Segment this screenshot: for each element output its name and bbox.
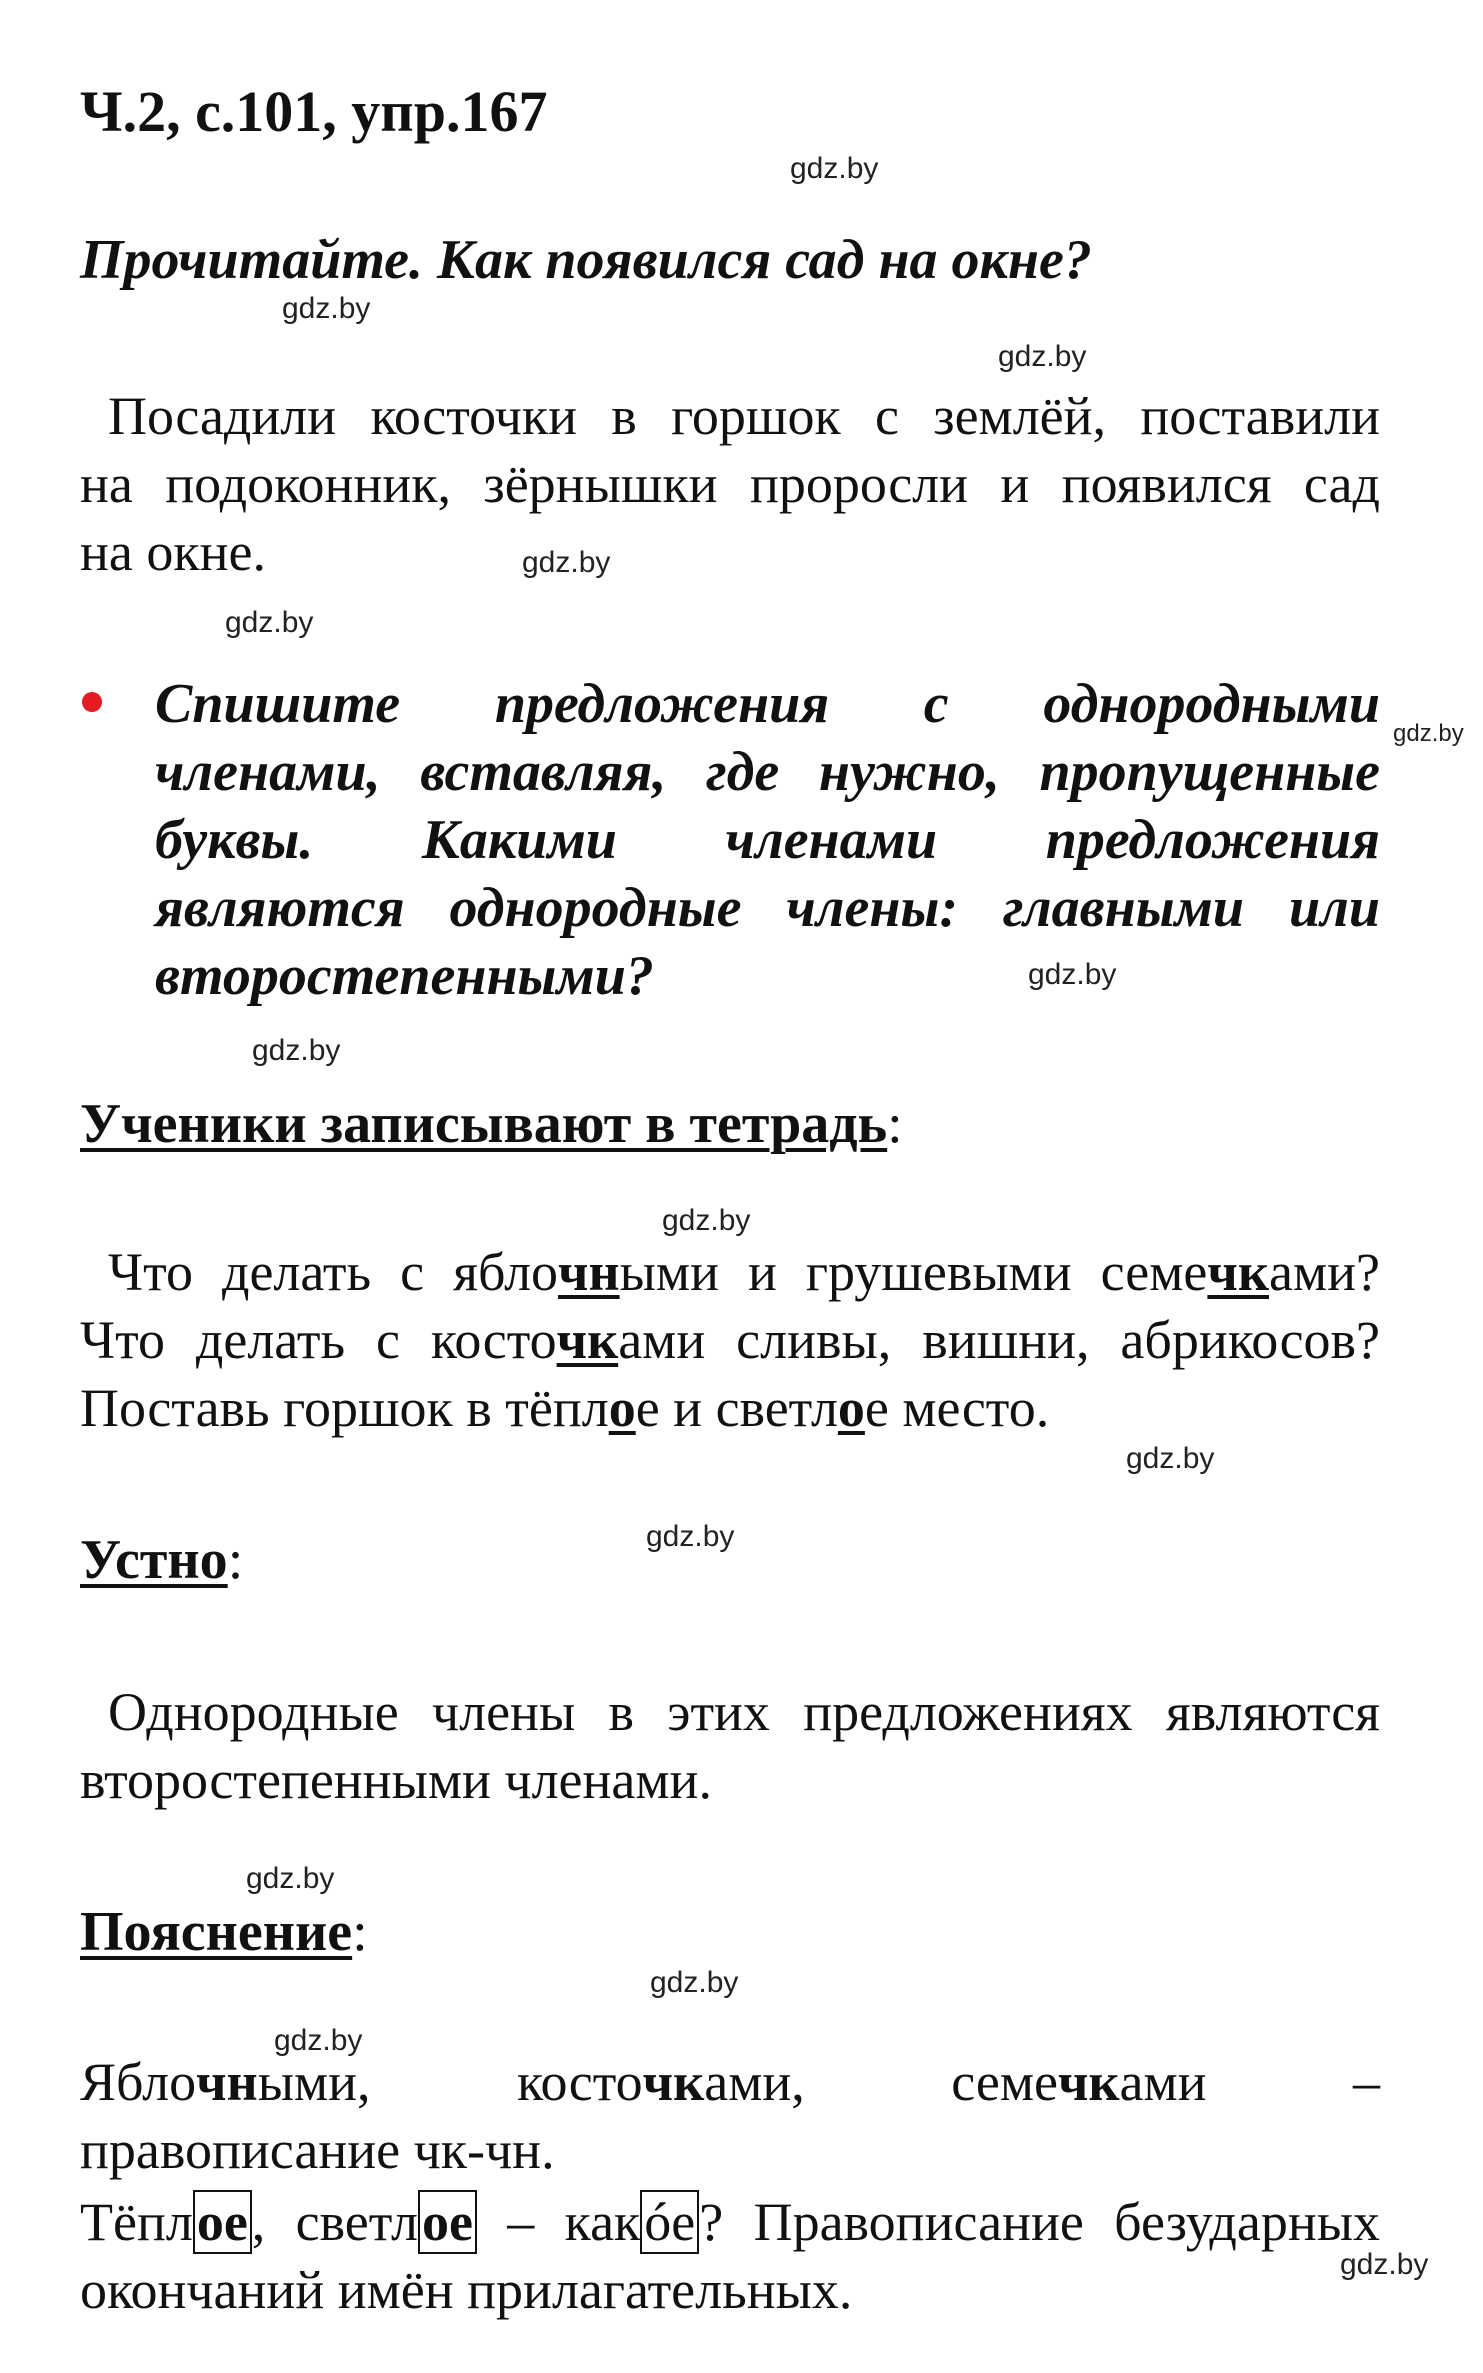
watermark: gdz.by xyxy=(252,1034,341,1067)
highlight-letters: чк xyxy=(1207,1242,1269,1302)
highlight-letters: чк xyxy=(1057,2052,1120,2112)
heading-text: Ученики записывают в тетрадь xyxy=(80,1093,888,1155)
text-part: ыми и грушевыми семе xyxy=(619,1242,1208,1302)
watermark: gdz.by xyxy=(246,1862,335,1895)
heading-explanation xyxy=(80,1900,368,1964)
text-part: е и светл xyxy=(635,1378,838,1438)
explanation-block xyxy=(80,2048,1380,2324)
text-part: ами сливы, вишни, абрикосов? xyxy=(618,1310,1381,1370)
watermark: gdz.by xyxy=(1393,720,1464,747)
heading-text: Устно xyxy=(80,1529,228,1591)
highlight-letters: о xyxy=(837,1378,865,1438)
heading-text: Пояснение xyxy=(80,1901,353,1963)
highlight-letters: о xyxy=(608,1378,636,1438)
task2-line: являются однородные члены: главными или xyxy=(155,877,1380,939)
text-part: Что делать с косто xyxy=(80,1310,557,1370)
watermark: gdz.by xyxy=(662,1204,751,1237)
answer-line: Посадили косточки в горшок с землёй, поставили xyxy=(108,386,1380,446)
text-part: семе xyxy=(951,2052,1058,2112)
text-part: ыми, xyxy=(257,2052,371,2112)
text-part: Ябло xyxy=(80,2052,197,2112)
text-part: косто xyxy=(516,2052,643,2112)
heading-colon: : xyxy=(887,1093,903,1155)
task2-line: Спишите предложения с однородными xyxy=(155,673,1380,735)
explanation-line-4: окончаний имён прилагательных. xyxy=(80,2260,853,2320)
oral-paragraph xyxy=(80,1678,1380,1814)
page-title: Ч.2, с.101, упр.167 xyxy=(80,79,548,144)
watermark: gdz.by xyxy=(998,340,1087,373)
text-part: – как xyxy=(476,2192,641,2252)
watermark: gdz.by xyxy=(225,606,314,639)
heading-colon: : xyxy=(227,1529,244,1591)
highlight-letters: чк xyxy=(556,1310,619,1370)
text-part: ами, xyxy=(704,2052,805,2112)
bullet-icon xyxy=(82,692,102,712)
answer-line: на окне. xyxy=(80,522,266,582)
sentence-1 xyxy=(80,1238,1380,1306)
watermark: gdz.by xyxy=(1340,2248,1429,2281)
ending-box: ое xyxy=(193,2190,252,2254)
text-part: ? Правописание безударных xyxy=(699,2192,1380,2252)
answer-line: на подоконник, зёрнышки проросли и появился сад xyxy=(80,454,1380,514)
text-part: , светл xyxy=(251,2192,418,2252)
text-part: Тёпл xyxy=(80,2192,193,2252)
highlight-letters: чн xyxy=(558,1242,620,1302)
text-part: Поставь горшок в тёпл xyxy=(80,1378,609,1438)
explanation-line-1 xyxy=(80,2048,1380,2116)
text-part: Что делать с ябло xyxy=(108,1242,559,1302)
text-part: – xyxy=(1353,2052,1380,2112)
heading-colon: : xyxy=(352,1901,368,1963)
watermark: gdz.by xyxy=(646,1520,735,1553)
sentence-3 xyxy=(80,1374,1380,1442)
answer-paragraph xyxy=(80,382,1380,586)
explanation-line-3 xyxy=(80,2188,1380,2256)
task-question: Прочитайте. Как появился сад на окне? xyxy=(80,229,1092,291)
watermark: gdz.by xyxy=(522,546,611,579)
watermark: gdz.by xyxy=(1126,1442,1215,1475)
ending-box: óе xyxy=(640,2190,699,2254)
watermark: gdz.by xyxy=(790,152,879,185)
oral-line: второстепенными членами. xyxy=(80,1750,712,1810)
watermark: gdz.by xyxy=(1028,958,1117,991)
watermark: gdz.by xyxy=(274,2024,363,2057)
text-part: ами? xyxy=(1268,1242,1380,1302)
task2-line: членами, вставляя, где нужно, пропущенные xyxy=(155,741,1380,803)
ending-box: ое xyxy=(418,2190,477,2254)
text-part: ами xyxy=(1119,2052,1207,2112)
heading-oral xyxy=(80,1528,243,1592)
sentences-block xyxy=(80,1238,1380,1442)
highlight-letters: чн xyxy=(196,2052,258,2112)
watermark: gdz.by xyxy=(282,292,371,325)
task2-line: буквы. Какими членами предложения xyxy=(155,809,1380,871)
explanation-line-2: правописание чк-чн. xyxy=(80,2120,555,2180)
watermark: gdz.by xyxy=(650,1966,739,1999)
heading-students-write xyxy=(80,1092,903,1156)
task2-text xyxy=(155,670,1380,1010)
oral-line: Однородные члены в этих предложениях являются xyxy=(108,1682,1380,1742)
sentence-2 xyxy=(80,1306,1380,1374)
task2-line: второстепенными? xyxy=(155,945,654,1007)
highlight-letters: чк xyxy=(642,2052,705,2112)
text-part: е место. xyxy=(864,1378,1050,1438)
